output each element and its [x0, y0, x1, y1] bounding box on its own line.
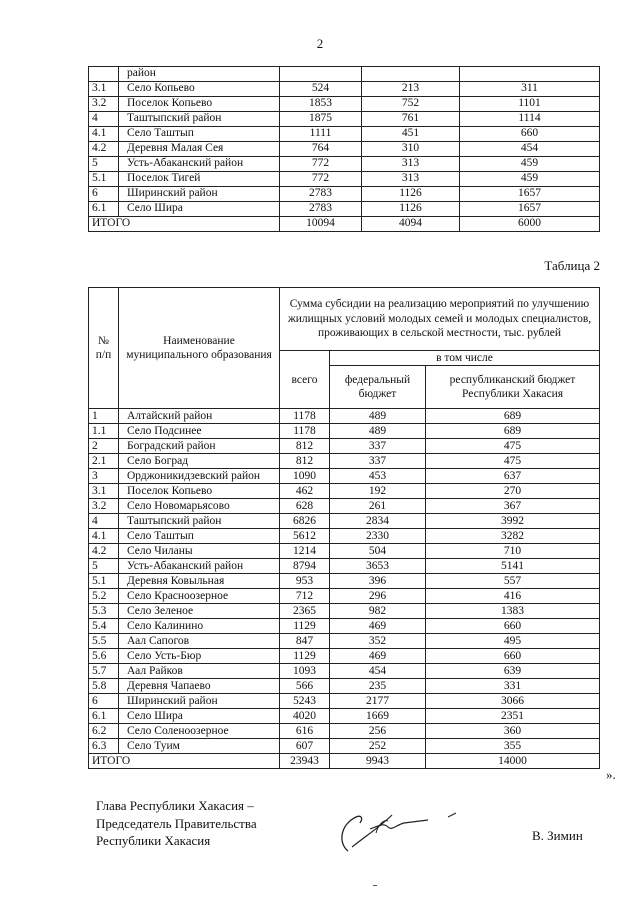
row-total: 764 [280, 142, 362, 157]
row-number: 5.2 [89, 589, 119, 604]
row-regional: 689 [426, 424, 600, 439]
table-row [89, 559, 600, 574]
row-number [89, 67, 119, 82]
table-2 [88, 287, 600, 769]
row-total: 1875 [280, 112, 362, 127]
row-name: Село Туим [119, 739, 280, 754]
row-regional: 3992 [426, 514, 600, 529]
header-num: № п/п [89, 288, 119, 409]
table-row [89, 574, 600, 589]
row-regional: 660 [460, 127, 600, 142]
row-federal: 396 [330, 574, 426, 589]
row-number: 6.1 [89, 709, 119, 724]
row-federal: 261 [330, 499, 426, 514]
row-name: Алтайский район [119, 409, 280, 424]
table-row [89, 709, 600, 724]
row-name: Ширинский район [119, 187, 280, 202]
row-name: Село Соленоозерное [119, 724, 280, 739]
row-federal: 504 [330, 544, 426, 559]
row-federal: 752 [362, 97, 460, 112]
row-number: 4.1 [89, 127, 119, 142]
row-regional: 637 [426, 469, 600, 484]
table-row [89, 514, 600, 529]
row-regional: 689 [426, 409, 600, 424]
row-federal: 1126 [362, 202, 460, 217]
row-number: 2.1 [89, 454, 119, 469]
row-number: 6.2 [89, 724, 119, 739]
total-regional: 6000 [460, 217, 600, 232]
row-name: Поселок Тигей [119, 172, 280, 187]
signer-name: В. Зимин [532, 828, 583, 843]
row-name: Село Шира [119, 202, 280, 217]
row-total: 2783 [280, 202, 362, 217]
row-name: Аал Сапогов [119, 634, 280, 649]
table-2-body [89, 409, 600, 754]
row-total: 1178 [280, 424, 330, 439]
row-regional: 3066 [426, 694, 600, 709]
table-row [89, 619, 600, 634]
row-regional [460, 67, 600, 82]
row-total: 812 [280, 439, 330, 454]
header-federal: федеральный бюджет [330, 366, 426, 409]
total-sum: 10094 [280, 217, 362, 232]
row-total: 1129 [280, 619, 330, 634]
row-federal: 310 [362, 142, 460, 157]
row-federal: 252 [330, 739, 426, 754]
table-row [89, 157, 600, 172]
row-federal: 337 [330, 439, 426, 454]
row-regional: 3282 [426, 529, 600, 544]
table-row [89, 634, 600, 649]
row-total: 607 [280, 739, 330, 754]
row-name: Село Новомарьясово [119, 499, 280, 514]
row-name: Деревня Ковыльная [119, 574, 280, 589]
table-row [89, 187, 600, 202]
row-regional: 454 [460, 142, 600, 157]
table-row [89, 97, 600, 112]
row-regional: 459 [460, 172, 600, 187]
table-row [89, 649, 600, 664]
table-row [89, 679, 600, 694]
row-number: 5 [89, 157, 119, 172]
table-row [89, 529, 600, 544]
row-regional: 459 [460, 157, 600, 172]
row-name: Село Красноозерное [119, 589, 280, 604]
row-federal: 2834 [330, 514, 426, 529]
signature-title-line-3: Республики Хакасия [96, 833, 211, 849]
row-number: 5.1 [89, 172, 119, 187]
row-regional: 1657 [460, 187, 600, 202]
row-regional: 2351 [426, 709, 600, 724]
row-federal: 213 [362, 82, 460, 97]
row-number: 5.6 [89, 649, 119, 664]
row-federal: 761 [362, 112, 460, 127]
row-regional: 557 [426, 574, 600, 589]
row-total: 524 [280, 82, 362, 97]
row-number: 2 [89, 439, 119, 454]
row-name: Орджоникидзевский район [119, 469, 280, 484]
table-row [89, 67, 600, 82]
row-regional: 5141 [426, 559, 600, 574]
header-regional: республиканский бюджет Республики Хакасия [426, 366, 600, 409]
row-federal: 192 [330, 484, 426, 499]
row-name: Село Усть-Бюр [119, 649, 280, 664]
row-name: Село Таштып [119, 529, 280, 544]
row-number: 3.1 [89, 82, 119, 97]
row-name: Село Чиланы [119, 544, 280, 559]
row-number: 3.1 [89, 484, 119, 499]
row-name: район [119, 67, 280, 82]
row-number: 3.2 [89, 97, 119, 112]
row-regional: 1657 [460, 202, 600, 217]
total-federal: 9943 [330, 754, 426, 769]
row-name: Село Шира [119, 709, 280, 724]
row-regional: 495 [426, 634, 600, 649]
total-federal: 4094 [362, 217, 460, 232]
row-total: 847 [280, 634, 330, 649]
row-number: 5.8 [89, 679, 119, 694]
row-total: 462 [280, 484, 330, 499]
total-regional: 14000 [426, 754, 600, 769]
row-name: Село Подсинее [119, 424, 280, 439]
row-federal: 489 [330, 409, 426, 424]
table-row [89, 82, 600, 97]
header-total: всего [280, 351, 330, 409]
table-1-body [89, 67, 600, 217]
row-federal: 313 [362, 172, 460, 187]
table-row [89, 172, 600, 187]
table-row [89, 127, 600, 142]
table-row [89, 499, 600, 514]
row-name: Боградский район [119, 439, 280, 454]
row-number: 5.5 [89, 634, 119, 649]
row-number: 6.1 [89, 202, 119, 217]
closing-quote: ». [606, 767, 616, 782]
row-total: 1111 [280, 127, 362, 142]
signature-title-line-2: Председатель Правительства [96, 815, 257, 831]
row-total: 1129 [280, 649, 330, 664]
total-sum: 23943 [280, 754, 330, 769]
row-number: 4 [89, 112, 119, 127]
row-number: 6 [89, 187, 119, 202]
table-2-total-row [89, 754, 600, 769]
row-federal: 313 [362, 157, 460, 172]
row-regional: 710 [426, 544, 600, 559]
row-federal: 296 [330, 589, 426, 604]
table-row [89, 439, 600, 454]
row-federal: 451 [362, 127, 460, 142]
row-total: 2783 [280, 187, 362, 202]
row-total: 1093 [280, 664, 330, 679]
table-row [89, 739, 600, 754]
table-row [89, 409, 600, 424]
table-row [89, 424, 600, 439]
row-federal: 3653 [330, 559, 426, 574]
row-regional: 1101 [460, 97, 600, 112]
row-total: 812 [280, 454, 330, 469]
row-name: Поселок Копьево [119, 97, 280, 112]
row-total [280, 67, 362, 82]
header-name: Наименование муниципального образования [119, 288, 280, 409]
row-name: Ширинский район [119, 694, 280, 709]
row-name: Таштыпский район [119, 112, 280, 127]
row-federal: 469 [330, 619, 426, 634]
row-number: 4.2 [89, 544, 119, 559]
row-number: 1 [89, 409, 119, 424]
row-name: Село Таштып [119, 127, 280, 142]
row-federal [362, 67, 460, 82]
row-regional: 639 [426, 664, 600, 679]
table-row [89, 604, 600, 619]
row-federal: 337 [330, 454, 426, 469]
row-number: 5 [89, 559, 119, 574]
row-regional: 475 [426, 454, 600, 469]
row-number: 3.2 [89, 499, 119, 514]
table-row [89, 454, 600, 469]
row-total: 953 [280, 574, 330, 589]
row-regional: 660 [426, 619, 600, 634]
total-label: ИТОГО [89, 754, 280, 769]
row-federal: 453 [330, 469, 426, 484]
row-name: Усть-Абаканский район [119, 157, 280, 172]
row-total: 2365 [280, 604, 330, 619]
row-regional: 367 [426, 499, 600, 514]
table-row [89, 469, 600, 484]
row-federal: 982 [330, 604, 426, 619]
row-federal: 469 [330, 649, 426, 664]
row-name: Село Копьево [119, 82, 280, 97]
row-total: 616 [280, 724, 330, 739]
row-number: 6.3 [89, 739, 119, 754]
row-federal: 489 [330, 424, 426, 439]
table-row [89, 142, 600, 157]
row-federal: 1126 [362, 187, 460, 202]
row-name: Аал Райков [119, 664, 280, 679]
row-regional: 660 [426, 649, 600, 664]
row-total: 566 [280, 679, 330, 694]
row-name: Усть-Абаканский район [119, 559, 280, 574]
row-total: 1214 [280, 544, 330, 559]
handwritten-signature [330, 803, 480, 863]
row-total: 1090 [280, 469, 330, 484]
row-total: 6826 [280, 514, 330, 529]
signature-title [96, 797, 257, 850]
table-row [89, 694, 600, 709]
row-total: 1853 [280, 97, 362, 112]
row-name: Село Зеленое [119, 604, 280, 619]
row-federal: 256 [330, 724, 426, 739]
row-total: 712 [280, 589, 330, 604]
row-total: 8794 [280, 559, 330, 574]
row-name: Деревня Малая Сея [119, 142, 280, 157]
row-regional: 360 [426, 724, 600, 739]
row-regional: 1114 [460, 112, 600, 127]
total-label: ИТОГО [89, 217, 280, 232]
row-federal: 352 [330, 634, 426, 649]
row-number: 3 [89, 469, 119, 484]
row-number: 5.3 [89, 604, 119, 619]
row-name: Поселок Копьево [119, 484, 280, 499]
row-name: Село Боград [119, 454, 280, 469]
table-1-total-row [89, 217, 600, 232]
row-total: 5612 [280, 529, 330, 544]
page-number: 2 [316, 36, 324, 51]
row-number: 6 [89, 694, 119, 709]
row-regional: 475 [426, 439, 600, 454]
row-federal: 2177 [330, 694, 426, 709]
row-number: 5.4 [89, 619, 119, 634]
row-number: 5.1 [89, 574, 119, 589]
scan-speck [373, 885, 377, 886]
row-total: 1178 [280, 409, 330, 424]
table-row [89, 112, 600, 127]
row-regional: 331 [426, 679, 600, 694]
row-total: 772 [280, 157, 362, 172]
row-regional: 311 [460, 82, 600, 97]
row-regional: 416 [426, 589, 600, 604]
table-row [89, 484, 600, 499]
header-sum: Сумма субсидии на реализацию мероприятий по улучшению жилищных условий молодых семей и молодых специалистов, проживающих в сельской местности, тыс. рублей [280, 288, 600, 351]
row-number: 4.2 [89, 142, 119, 157]
table-row [89, 589, 600, 604]
row-federal: 235 [330, 679, 426, 694]
table-row [89, 544, 600, 559]
row-total: 4020 [280, 709, 330, 724]
table-2-caption: Таблица 2 [544, 258, 600, 273]
row-number: 4 [89, 514, 119, 529]
row-total: 628 [280, 499, 330, 514]
row-federal: 1669 [330, 709, 426, 724]
row-number: 5.7 [89, 664, 119, 679]
table-row [89, 724, 600, 739]
row-federal: 454 [330, 664, 426, 679]
table-1 [88, 66, 600, 232]
header-including: в том числе [330, 351, 600, 366]
row-number: 4.1 [89, 529, 119, 544]
row-name: Село Калинино [119, 619, 280, 634]
table-row [89, 664, 600, 679]
row-regional: 270 [426, 484, 600, 499]
row-total: 772 [280, 172, 362, 187]
row-federal: 2330 [330, 529, 426, 544]
table-row [89, 202, 600, 217]
row-name: Таштыпский район [119, 514, 280, 529]
row-name: Деревня Чапаево [119, 679, 280, 694]
row-regional: 355 [426, 739, 600, 754]
row-number: 1.1 [89, 424, 119, 439]
row-total: 5243 [280, 694, 330, 709]
row-regional: 1383 [426, 604, 600, 619]
signature-title-line-1: Глава Республики Хакасия – [96, 798, 254, 813]
